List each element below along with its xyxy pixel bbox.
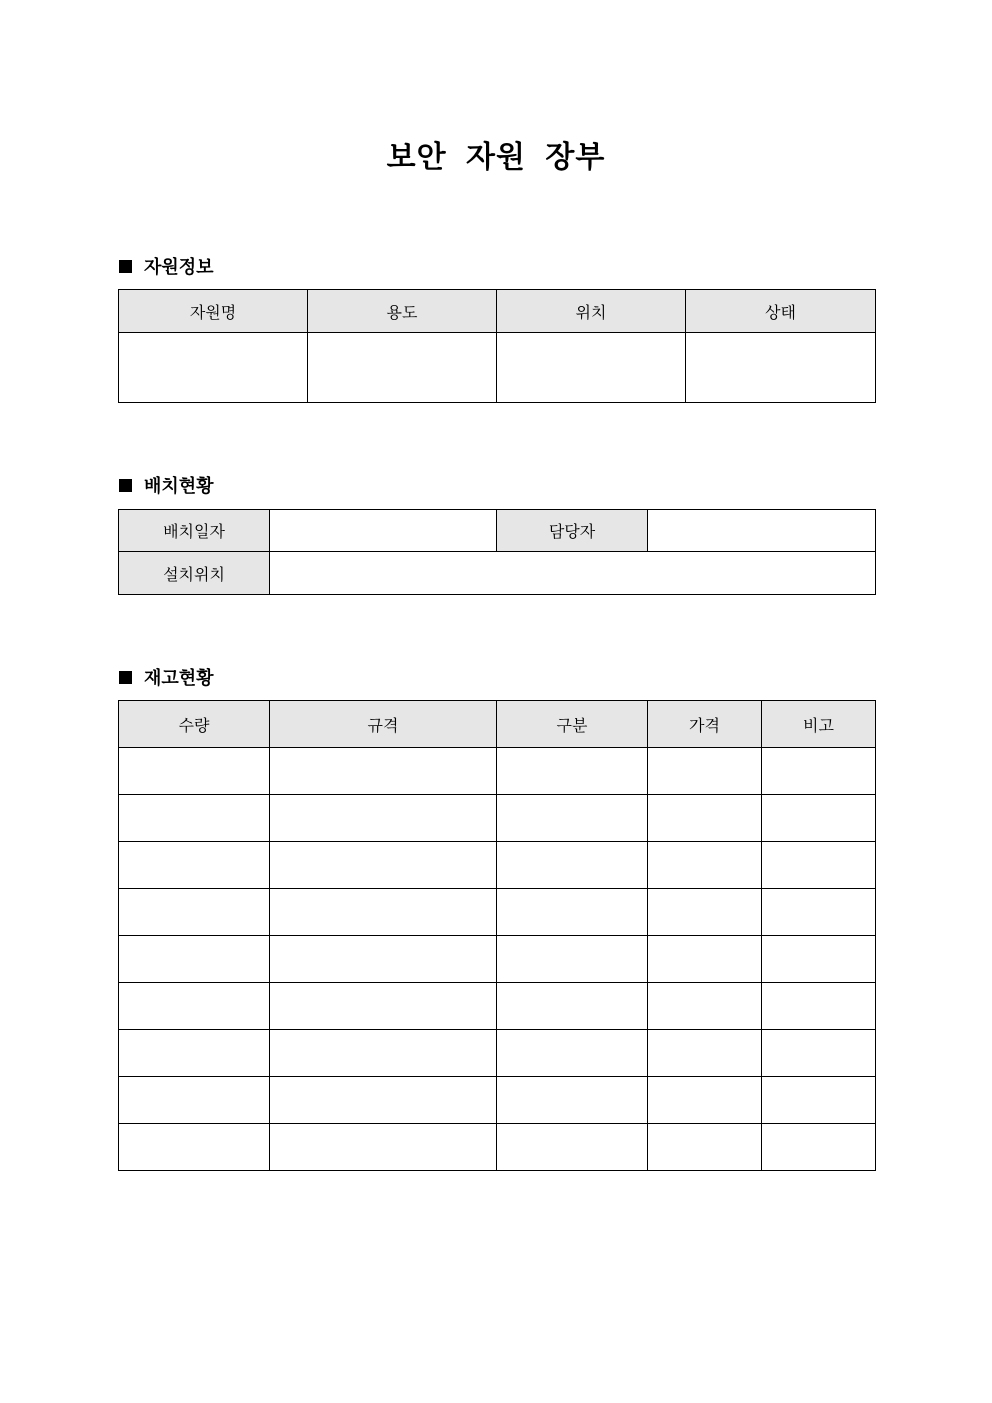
quantity-cell[interactable] <box>119 936 270 983</box>
spec-cell[interactable] <box>270 748 497 795</box>
table-row <box>119 889 876 936</box>
deploy-date-cell[interactable] <box>270 510 497 552</box>
spec-cell[interactable] <box>270 1077 497 1124</box>
table-row <box>119 1077 876 1124</box>
table-row <box>119 748 876 795</box>
remarks-cell[interactable] <box>762 889 876 936</box>
remarks-cell[interactable] <box>762 842 876 889</box>
category-cell[interactable] <box>497 983 648 1030</box>
inventory-heading <box>119 664 214 690</box>
quantity-cell[interactable] <box>119 1124 270 1171</box>
spec-cell[interactable] <box>270 936 497 983</box>
price-cell[interactable] <box>648 1124 762 1171</box>
remarks-cell[interactable] <box>762 1030 876 1077</box>
spec-cell[interactable] <box>270 795 497 842</box>
resource-info-table <box>118 289 876 403</box>
table-row <box>119 842 876 889</box>
spec-cell[interactable] <box>270 842 497 889</box>
purpose-header: 용도 <box>308 290 497 333</box>
table-row <box>119 936 876 983</box>
deploy-date-label: 배치일자 <box>119 510 270 552</box>
quantity-header: 수량 <box>119 701 270 748</box>
table-row <box>119 983 876 1030</box>
quantity-cell[interactable] <box>119 748 270 795</box>
purpose-cell[interactable] <box>308 333 497 403</box>
install-location-label: 설치위치 <box>119 552 270 595</box>
remarks-cell[interactable] <box>762 1077 876 1124</box>
remarks-cell[interactable] <box>762 1124 876 1171</box>
quantity-cell[interactable] <box>119 795 270 842</box>
resource-name-header: 자원명 <box>119 290 308 333</box>
spec-cell[interactable] <box>270 1124 497 1171</box>
inventory-heading-label: 재고현황 <box>144 668 214 689</box>
page-title: 보안 자원 장부 <box>386 140 606 175</box>
spec-header: 규격 <box>270 701 497 748</box>
price-cell[interactable] <box>648 1030 762 1077</box>
deployment-table <box>118 509 876 595</box>
category-cell[interactable] <box>497 795 648 842</box>
install-location-cell[interactable] <box>270 552 876 595</box>
price-cell[interactable] <box>648 795 762 842</box>
remarks-cell[interactable] <box>762 936 876 983</box>
quantity-cell[interactable] <box>119 842 270 889</box>
price-cell[interactable] <box>648 936 762 983</box>
category-cell[interactable] <box>497 842 648 889</box>
manager-label: 담당자 <box>497 510 648 552</box>
quantity-cell[interactable] <box>119 983 270 1030</box>
price-cell[interactable] <box>648 1077 762 1124</box>
deployment-heading-label: 배치현황 <box>144 476 214 497</box>
inventory-table <box>118 700 876 1171</box>
category-cell[interactable] <box>497 1077 648 1124</box>
location-header: 위치 <box>497 290 686 333</box>
spec-cell[interactable] <box>270 983 497 1030</box>
manager-cell[interactable] <box>648 510 876 552</box>
remarks-cell[interactable] <box>762 983 876 1030</box>
location-cell[interactable] <box>497 333 686 403</box>
status-cell[interactable] <box>686 333 876 403</box>
spec-cell[interactable] <box>270 889 497 936</box>
category-cell[interactable] <box>497 748 648 795</box>
table-row <box>119 1124 876 1171</box>
square-bullet-icon <box>119 479 132 492</box>
resource-info-heading-label: 자원정보 <box>144 257 214 278</box>
quantity-cell[interactable] <box>119 1077 270 1124</box>
resource-info-heading <box>119 253 214 279</box>
remarks-cell[interactable] <box>762 748 876 795</box>
table-row <box>119 795 876 842</box>
square-bullet-icon <box>119 671 132 684</box>
square-bullet-icon <box>119 260 132 273</box>
quantity-cell[interactable] <box>119 889 270 936</box>
category-cell[interactable] <box>497 1124 648 1171</box>
category-header: 구분 <box>497 701 648 748</box>
price-cell[interactable] <box>648 748 762 795</box>
quantity-cell[interactable] <box>119 1030 270 1077</box>
category-cell[interactable] <box>497 889 648 936</box>
deployment-heading <box>119 472 214 498</box>
remarks-header: 비고 <box>762 701 876 748</box>
remarks-cell[interactable] <box>762 795 876 842</box>
table-row <box>119 1030 876 1077</box>
price-cell[interactable] <box>648 983 762 1030</box>
price-header: 가격 <box>648 701 762 748</box>
category-cell[interactable] <box>497 1030 648 1077</box>
status-header: 상태 <box>686 290 876 333</box>
price-cell[interactable] <box>648 889 762 936</box>
category-cell[interactable] <box>497 936 648 983</box>
price-cell[interactable] <box>648 842 762 889</box>
resource-name-cell[interactable] <box>119 333 308 403</box>
spec-cell[interactable] <box>270 1030 497 1077</box>
